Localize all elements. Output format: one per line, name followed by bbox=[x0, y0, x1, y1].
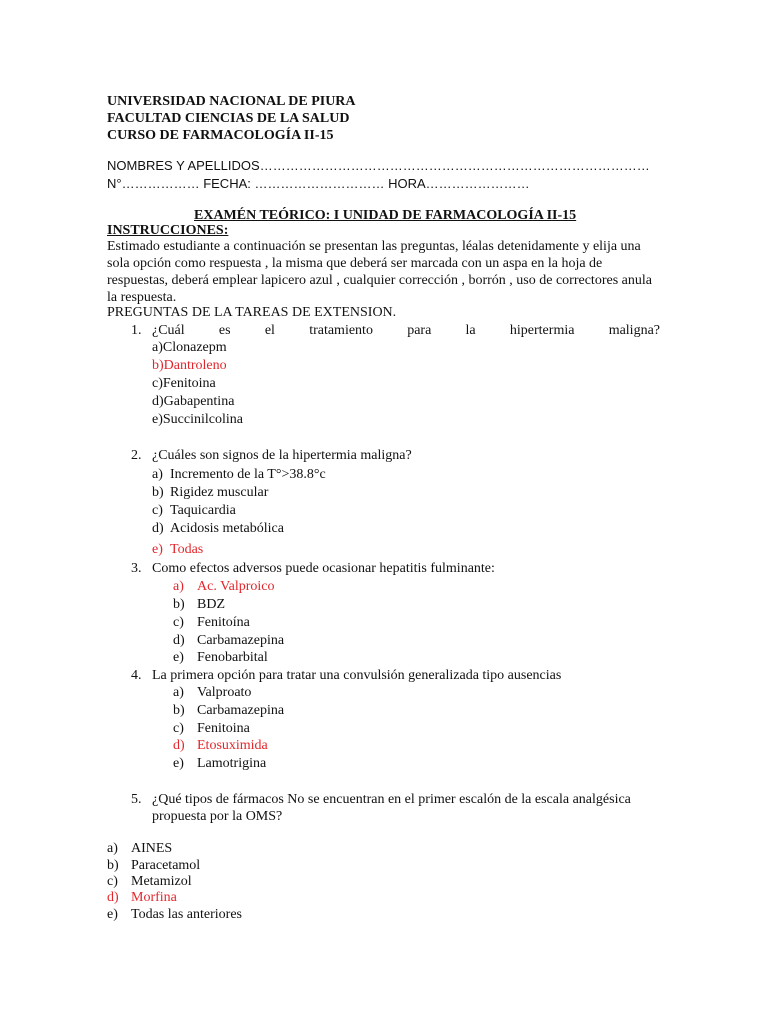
question-number: 4. bbox=[131, 668, 142, 683]
q3-option-e: Fenobarbital bbox=[197, 650, 268, 665]
question-number: 3. bbox=[131, 561, 142, 576]
q2-option-a: Incremento de la T°>38.8°c bbox=[170, 467, 326, 482]
q5-option-e: Todas las anteriores bbox=[131, 907, 242, 922]
q3-option-c: Fenitoína bbox=[197, 615, 250, 630]
q3-option-d-letter: d) bbox=[173, 633, 185, 648]
q4-option-c-letter: c) bbox=[173, 721, 184, 736]
question-5-text: ¿Qué tipos de fármacos No se encuentran en el primer escalón de la escala analgésica propuesta por la OMS? bbox=[152, 792, 631, 824]
q1-option-d: d)Gabapentina bbox=[152, 394, 235, 409]
q4-option-d-answer: Etosuximida bbox=[197, 738, 268, 753]
instructions-text: Estimado estudiante a continuación se presentan las preguntas, léalas detenidamente y elija una sola opción como respuesta , la misma que deberá ser marcada con un aspa en la hoja de respuestas, deberá emplear lapicero azul , cualquier corrección , borrón , uso de correctores anula la respuesta. bbox=[107, 239, 652, 305]
q3-option-d: Carbamazepina bbox=[197, 633, 285, 648]
q3-option-a-answer: Ac. Valproico bbox=[197, 579, 275, 594]
q5-option-e-letter: e) bbox=[107, 907, 118, 922]
q3-option-c-letter: c) bbox=[173, 615, 184, 630]
question-word: para bbox=[407, 323, 432, 338]
question-word: hipertermia bbox=[509, 323, 575, 338]
instructions-heading: INSTRUCCIONES: bbox=[107, 223, 229, 238]
question-number: 1. bbox=[131, 323, 142, 338]
question-word: es bbox=[218, 323, 231, 338]
exam-title: EXAMÉN TEÓRICO: I UNIDAD DE FARMACOLOGÍA II-15 bbox=[194, 208, 577, 223]
q2-option-c-letter: c) bbox=[152, 503, 163, 518]
names-field: NOMBRES Y APELLIDOS……………………………………………………………………………… bbox=[107, 158, 650, 173]
q5-option-a-letter: a) bbox=[107, 841, 118, 856]
q2-option-b-letter: b) bbox=[152, 485, 164, 500]
q4-option-a: Valproato bbox=[197, 685, 252, 700]
q3-option-a-letter: a) bbox=[173, 579, 184, 594]
question-word: el bbox=[264, 323, 275, 338]
q3-option-b-letter: b) bbox=[173, 597, 185, 612]
question-word: maligna? bbox=[608, 323, 660, 338]
q2-option-d-letter: d) bbox=[152, 521, 164, 536]
q4-option-b: Carbamazepina bbox=[197, 703, 285, 718]
q1-option-c: c)Fenitoina bbox=[152, 376, 216, 391]
question-word: tratamiento bbox=[309, 323, 373, 338]
q3-option-b: BDZ bbox=[197, 597, 225, 612]
q2-option-c: Taquicardia bbox=[170, 503, 236, 518]
q5-option-d-answer: Morfina bbox=[131, 890, 177, 905]
q1-option-b-answer: b)Dantroleno bbox=[152, 358, 227, 373]
question-number: 2. bbox=[131, 448, 142, 463]
q4-option-c: Fenitoina bbox=[197, 721, 250, 736]
q5-option-d-letter: d) bbox=[107, 890, 119, 905]
q2-option-a-letter: a) bbox=[152, 467, 163, 482]
number-date-time-field: N°……………… FECHA: ………………………… HORA…………………… bbox=[107, 176, 530, 191]
question-word: ¿Cuál bbox=[152, 323, 185, 338]
q5-option-c-letter: c) bbox=[107, 874, 118, 889]
q2-option-b: Rigidez muscular bbox=[170, 485, 269, 500]
course-name: CURSO DE FARMACOLOGÍA II-15 bbox=[107, 128, 334, 143]
q5-option-b-letter: b) bbox=[107, 858, 119, 873]
question-number: 5. bbox=[131, 792, 142, 807]
question-word: la bbox=[465, 323, 476, 338]
q2-option-e-letter: e) bbox=[152, 542, 163, 557]
question-4-text: La primera opción para tratar una convulsión generalizada tipo ausencias bbox=[152, 668, 562, 683]
q4-option-e-letter: e) bbox=[173, 756, 184, 771]
q5-option-a: AINES bbox=[131, 841, 173, 856]
faculty-name: FACULTAD CIENCIAS DE LA SALUD bbox=[107, 111, 350, 126]
question-2-text: ¿Cuáles son signos de la hipertermia maligna? bbox=[152, 448, 412, 463]
q4-option-b-letter: b) bbox=[173, 703, 185, 718]
q4-option-e: Lamotrigina bbox=[197, 756, 267, 771]
q5-option-b: Paracetamol bbox=[131, 858, 201, 873]
q4-option-d-letter: d) bbox=[173, 738, 185, 753]
q4-option-a-letter: a) bbox=[173, 685, 184, 700]
question-1-text bbox=[152, 322, 660, 339]
university-name: UNIVERSIDAD NACIONAL DE PIURA bbox=[107, 94, 356, 109]
section-title: PREGUNTAS DE LA TAREAS DE EXTENSION. bbox=[107, 305, 397, 320]
q1-option-e: e)Succinilcolina bbox=[152, 412, 243, 427]
q1-option-a: a)Clonazepm bbox=[152, 340, 227, 355]
q2-option-e-answer: Todas bbox=[170, 542, 204, 557]
question-3-text: Como efectos adversos puede ocasionar hepatitis fulminante: bbox=[152, 561, 495, 576]
q5-option-c: Metamizol bbox=[131, 874, 192, 889]
q3-option-e-letter: e) bbox=[173, 650, 184, 665]
q2-option-d: Acidosis metabólica bbox=[170, 521, 284, 536]
